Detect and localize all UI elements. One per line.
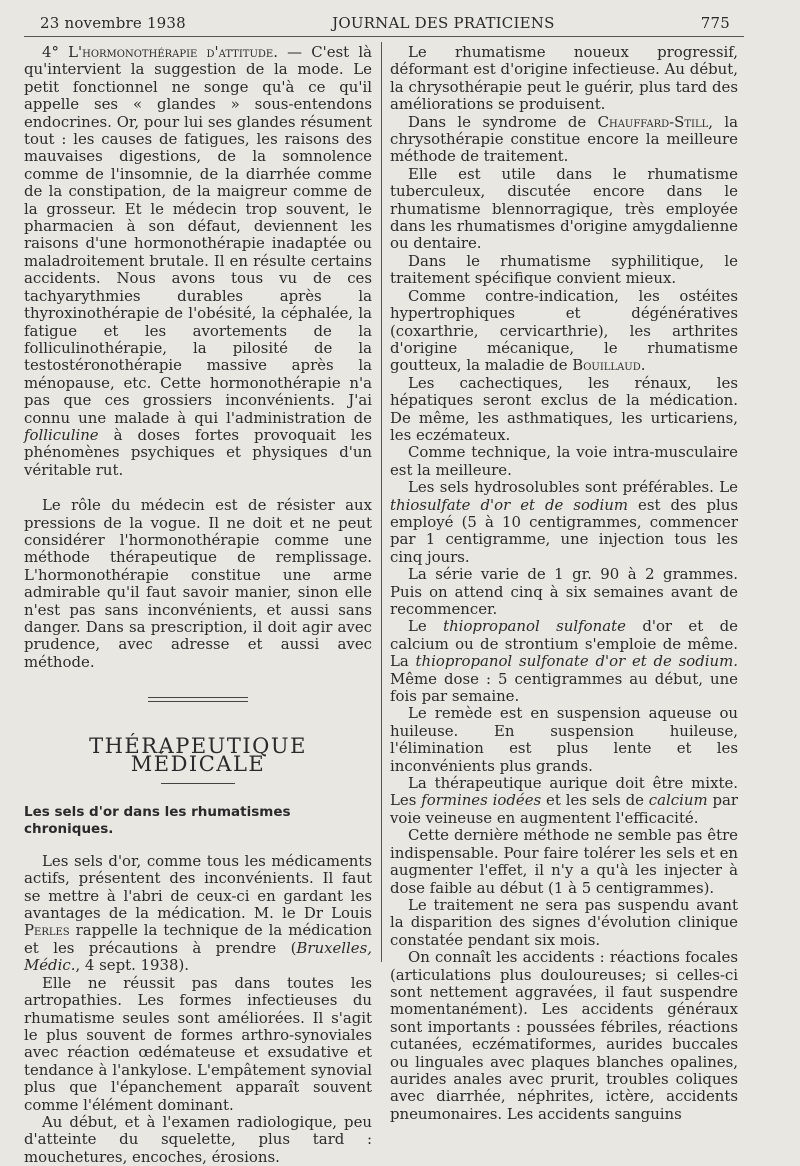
paragraph-methode-dose: Cette dernière méthode ne semble pas être indispensable. Pour faire tolérer les sels et en augmenter l'effet, il n'y a qu'à les injecter à dose faible au début (1 à 5 centigrammes).: [390, 826, 738, 897]
paragraph-thiopropanol: Le thiopropanol sulfonate d'or et de calcium ou de strontium s'emploie de même. La thiopropanol sulfonate d'or et de sodium. Même dose : 5 centigrammes au début, une fois par semaine.: [390, 617, 738, 706]
section-double-rule: [148, 697, 248, 702]
header-journal-title: JOURNAL DES PRATICIENS: [332, 14, 555, 32]
section-title-rule: [161, 783, 235, 784]
paragraph-contre-indication: Comme contre-indication, les ostéites hypertrophiques et dégénératives (coxarthrie, cervicarthrie), les arthrites d'origine mécanique, le rhumatisme goutteux, la maladie de Bouillaud.: [390, 286, 738, 375]
section-title: THÉRAPEUTIQUE MÉDICALE: [89, 734, 307, 776]
paragraph-technique: Comme technique, la voie intra-musculaire est la meilleure.: [390, 443, 738, 479]
paragraph-accidents: On connaît les accidents : réactions focales (articulations plus douloureuses; si celles-ci sont nettement aggravées, il faut suspendre momentanément). Les accidents généraux sont importants : poussées fébriles, réactions cutanées, eczématiformes, aurides buccales ou linguales avec plaques blanches opalines, aurides anales avec prurit, troubles coliques avec diarrhée, néphrites, ictère, accidents pneumonaires. Les accidents sanguins: [390, 948, 738, 1123]
header-page-number: 775: [700, 14, 730, 32]
paragraph-chauffard-still: Dans le syndrome de Chauffard-Still, la chrysothérapie constitue encore la meilleure méthode de traitement.: [390, 112, 739, 166]
paragraph-hormonotherapie-attitude: 4° L'hormonothérapie d'attitude. — C'est là qu'intervient la suggestion de la mode. Le petit fonctionnel ne songe qu'à ce qu'il appelle ses « glandes » sous-entendons endocrines. Or, pour lui ses glandes résument tout : les causes de fatigues, les raisons des mauvaises digestions, de la somnolence comme de l'insomnie, de la diarrhée comme de la constipation, de la maigreur comme de la grosseur. Et le médecin trop souvent, le pharmacien à son défaut, deviennent les raisons d'une hormonothérapie inadaptée ou maladroitement brutale. Il en résulte certains accidents. Nous avons tous vu de ces tachyarythmies durables après la thyroxinothérapie de l'obésité, la céphalée, la fatigue et les avortements de la folliculinothérapie, la pilosité de la testostéronothérapie massive après la ménopause, etc. Cette hormonothérapie n'a pas que ces grossiers inconvénients. J'ai connu une malade à qui l'administration de folliculine à doses fortes provoquait les phénomènes psychiques et physiques d'un véritable rut.: [24, 43, 372, 479]
paragraph-cachectiques: Les cachectiques, les rénaux, les hépatiques seront exclus de la médication. De même, les asthmatiques, les urticariens, les eczémateux.: [390, 373, 738, 444]
paragraph-examen-radiologique: Au début, et à l'examen radiologique, peu d'atteinte du squelette, plus tard : mouchetures, encoches, érosions.: [24, 1112, 372, 1166]
header-rule: [24, 36, 744, 37]
paragraph-traitement-duree: Le traitement ne sera pas suspendu avant la disparition des signes d'évolution clinique constatée pendant six mois.: [390, 895, 738, 949]
left-column: [24, 44, 372, 1166]
paragraph-artropathies: Elle ne réussit pas dans toutes les artropathies. Les formes infectieuses du rhumatisme seules sont améliorées. Il s'agit le plus souvent de formes arthro-synoviales avec réaction œdémateuse et exsudative et tendance à l'ankylose. L'empâtement synovial plus que l'épanchement apparaît souvent comme l'élément dominant.: [24, 973, 372, 1114]
right-column: [390, 44, 738, 1123]
header-date: 23 novembre 1938: [40, 14, 186, 32]
paragraph-rhumatisme-noueux: Le rhumatisme noueux progressif, déformant est d'origine infectieuse. Au début, la chrysothérapie peut le guérir, plus tard des améliorations se produisent.: [390, 43, 738, 114]
running-header: [40, 14, 730, 32]
article-subheading: Les sels d'or dans les rhumatismes chroniques.: [24, 804, 291, 838]
column-divider: [381, 42, 382, 962]
paragraph-sels-hydrosolubles: Les sels hydrosolubles sont préférables. Le thiosulfate d'or et de sodium est des plus employé (5 à 10 centigrammes, commencer par 1 centigramme, une injection tous les cinq jours.: [390, 478, 738, 566]
paragraph-role-medecin: Le rôle du médecin est de résister aux pressions de la vogue. Il ne doit et ne peut considérer l'hormonothérapie comme une méthode thérapeutique de remplissage. L'hormonothérapie constitue une arme admirable qu'il faut savoir manier, sinon elle n'est pas sans inconvénients, et aussi sans danger. Dans sa prescription, il doit agir avec prudence, avec adresse et aussi avec méthode.: [24, 496, 372, 671]
paragraph-suspension: Le remède est en suspension aqueuse ou huileuse. En suspension huileuse, l'élimination est plus lente et les inconvénients plus grands.: [390, 704, 738, 775]
paragraph-syphilitique: Dans le rhumatisme syphilitique, le traitement spécifique convient mieux.: [390, 251, 738, 288]
paragraph-serie: La série varie de 1 gr. 90 à 2 grammes. Puis on attend cinq à six semaines avant de recommencer.: [390, 565, 738, 618]
paragraph-therapeutique-aurique: La thérapeutique aurique doit être mixte. Les formines iodées et les sels de calcium par voie veineuse en augmentent l'efficacité.: [390, 774, 739, 827]
paragraph-tuberculeux: Elle est utile dans le rhumatisme tuberculeux, discutée encore dans le rhumatisme blennorragique, très employée dans les rhumatismes d'origine amygdalienne ou dentaire.: [390, 164, 738, 253]
paragraph-sels-or-intro: Les sels d'or, comme tous les médicaments actifs, présentent des inconvénients. Il faut se mettre à l'abri de ceux-ci en gardant les avantages de la médication. M. le Dr Louis Perles rappelle la technique de la médication et les précautions à prendre (Bruxelles, Médic., 4 sept. 1938).: [24, 851, 372, 975]
